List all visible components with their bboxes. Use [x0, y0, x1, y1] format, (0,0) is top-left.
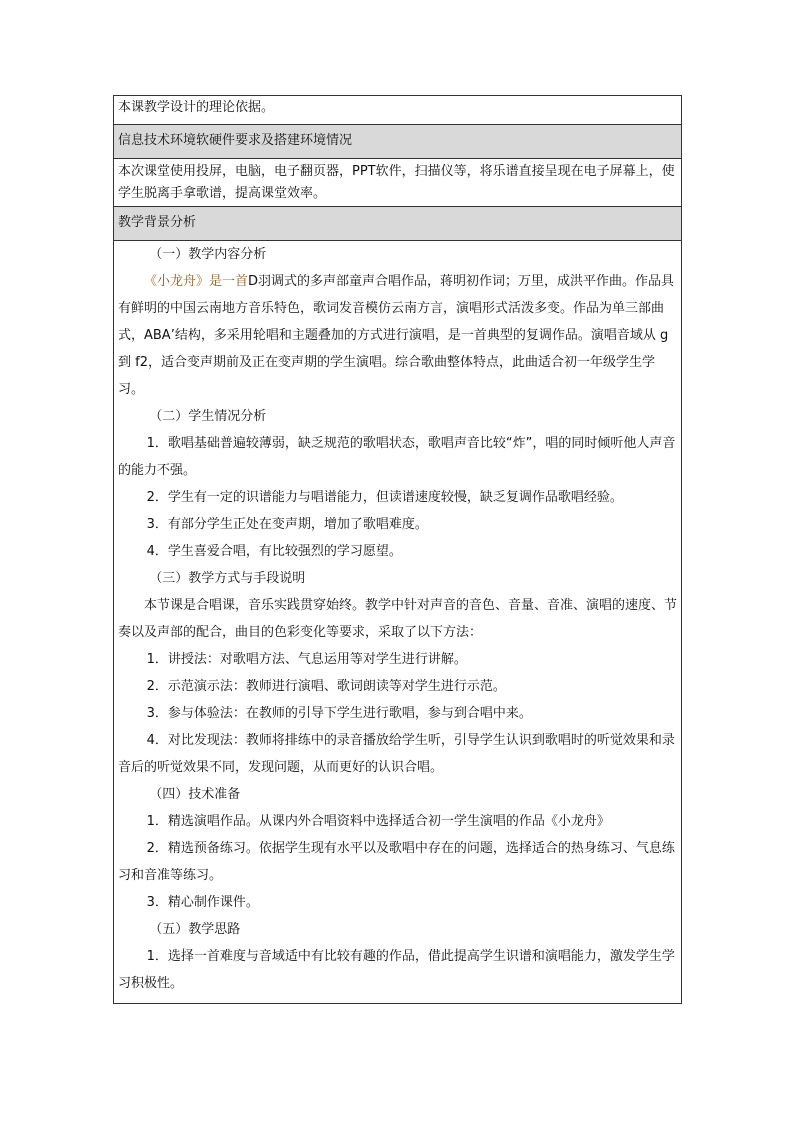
background-content	[114, 241, 681, 1003]
environment-header: 信息技术环境软硬件要求及搭建环境情况	[118, 133, 353, 148]
section-4-item: 3．精心制作课件。	[146, 895, 259, 910]
lesson-plan-table	[113, 95, 682, 1004]
section-2-title: （二）学生情况分析	[149, 409, 267, 424]
environment-row	[114, 159, 681, 207]
section-5-title: （五）教学思路	[149, 922, 241, 937]
section-1-paragraph-rest: D羽调式的多声部童声合唱作品，蒋明初作词；万里，成洪平作曲。作品具有鲜明的中国云南地方音乐特色，歌词发音模仿云南方言，演唱形式活泼多变。作品为单三部曲式，ABA’结构，多采用轮唱和主题叠加的方式进行演唱，是一首典型的复调作品。演唱音域从 g 到 f2，适合变声期前及正在变声期的学生演唱。综合歌曲整体特点，此曲适合初一年级学生学习。	[118, 274, 675, 397]
section-3-title: （三）教学方式与手段说明	[149, 571, 306, 586]
theory-basis-text: 本课教学设计的理论依据。	[118, 100, 275, 115]
section-3-item: 4．对比发现法：教师将排练中的录音播放给学生听，引导学生认识到歌唱时的听觉效果和录音后的听觉效果不同，发现问题，从而更好的认识合唱。	[118, 733, 675, 775]
section-2-item: 2．学生有一定的识谱能力与唱谱能力，但读谱速度较慢，缺乏复调作品歌唱经验。	[146, 490, 623, 505]
section-4-item: 1．精选演唱作品。从课内外合唱资料中选择适合初一学生演唱的作品《小龙舟》	[146, 814, 610, 829]
section-4-title: （四）技术准备	[149, 787, 241, 802]
background-header: 教学背景分析	[118, 215, 197, 230]
environment-header-row	[114, 125, 681, 159]
background-header-row	[114, 207, 681, 241]
section-3-item: 1．讲授法：对歌唱方法、气息运用等对学生进行讲解。	[146, 652, 467, 667]
section-2-item: 4．学生喜爱合唱，有比较强烈的学习愿望。	[146, 544, 402, 559]
section-3-intro: 本节课是合唱课，音乐实践贯穿始终。教学中针对声音的音色、音量、音准、演唱的速度、节奏以及声部的配合，曲目的色彩变化等要求，采取了以下方法：	[118, 598, 678, 640]
section-4-item: 2．精选预备练习。依据学生现有水平以及歌唱中存在的问题，选择适合的热身练习、气息练习和音准等练习。	[118, 841, 675, 883]
section-5-item: 1．选择一首难度与音域适中有比较有趣的作品，借此提高学生识谱和演唱能力，激发学生学习积极性。	[118, 949, 675, 991]
section-1-paragraph	[118, 268, 677, 403]
section-3-item: 3．参与体验法：在教师的引导下学生进行歌唱，参与到合唱中来。	[146, 706, 532, 721]
theory-basis-row	[114, 96, 681, 125]
section-2-item: 1．歌唱基础普遍较薄弱，缺乏规范的歌唱状态，歌唱声音比较“炸”，唱的同时倾听他人声音的能力不强。	[118, 436, 676, 478]
song-intro-text: 《小龙舟》是一首	[144, 274, 249, 289]
section-1-title: （一）教学内容分析	[149, 247, 267, 262]
section-2-item: 3．有部分学生正处在变声期，增加了歌唱难度。	[146, 517, 428, 532]
environment-text: 本次课堂使用投屏，电脑，电子翻页器，PPT软件，扫描仪等，将乐谱直接呈现在电子屏幕上，使学生脱离手拿歌谱，提高课堂效率。	[118, 164, 675, 201]
section-3-item: 2．示范演示法：教师进行演唱、歌词朗读等对学生进行示范。	[146, 679, 506, 694]
